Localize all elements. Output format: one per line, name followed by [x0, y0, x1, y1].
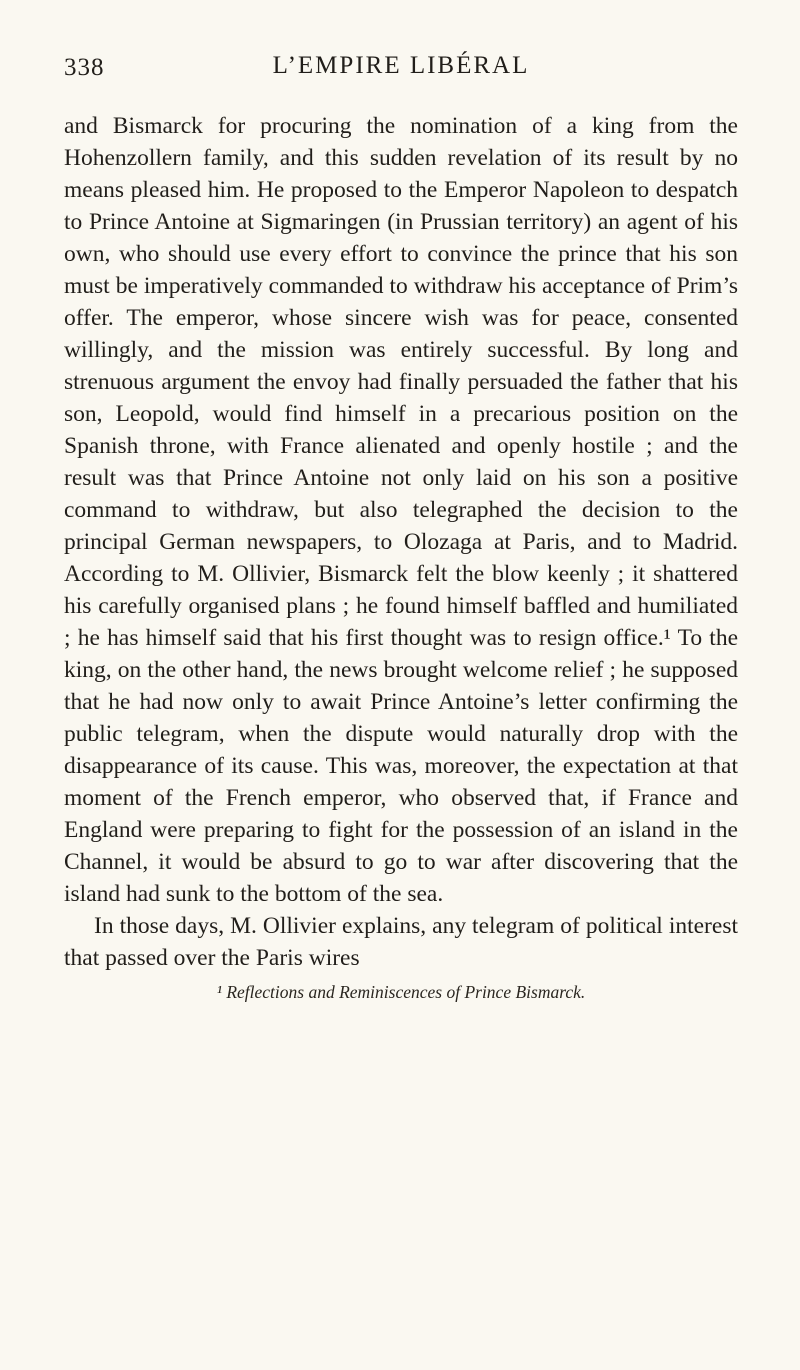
- footnote: ¹ Reflections and Reminiscences of Prince Bismarck.: [216, 982, 586, 1002]
- page-header: [64, 52, 738, 92]
- page-number: 338: [64, 54, 105, 81]
- page-body: [64, 110, 738, 974]
- running-title: L’EMPIRE LIBÉRAL: [272, 52, 530, 79]
- paragraph-new: In those days, M. Ollivier explains, any telegram of political interest that passed over the Paris wires: [64, 913, 738, 971]
- paragraph-continuation: and Bismarck for procuring the nomination of a king from the Hohenzollern family, and this sudden revelation of its result by no means pleased him. He proposed to the Emperor Napoleon to despatch to Prince Antoine at Sigmaringen (in Prussian territory) an agent of his own, who should use every effort to convince the prince that his son must be imperatively commanded to withdraw his acceptance of Prim’s offer. The emperor, whose sincere wish was for peace, consented willingly, and the mission was entirely successful. By long and strenuous argument the envoy had finally persuaded the father that his son, Leopold, would find himself in a precarious position on the Spanish throne, with France alienated and openly hostile ; and the result was that Prince Antoine not only laid on his son a positive command to withdraw, but also telegraphed the decision to the principal German newspapers, to Olozaga at Paris, and to Madrid. According to M. Ollivier, Bismarck felt the blow keenly ; it shattered his carefully organised plans ; he found himself baffled and humiliated ; he has himself said that his first thought was to resign office.¹ To the king, on the other hand, the news brought welcome relief ; he supposed that he had now only to await Prince Antoine’s letter confirming the public telegram, when the dispute would naturally drop with the disappearance of its cause. This was, moreover, the expectation at that moment of the French emperor, who observed that, if France and England were preparing to fight for the possession of an island in the Channel, it would be absurd to go to war after discovering that the island had sunk to the bottom of the sea.: [64, 113, 738, 907]
